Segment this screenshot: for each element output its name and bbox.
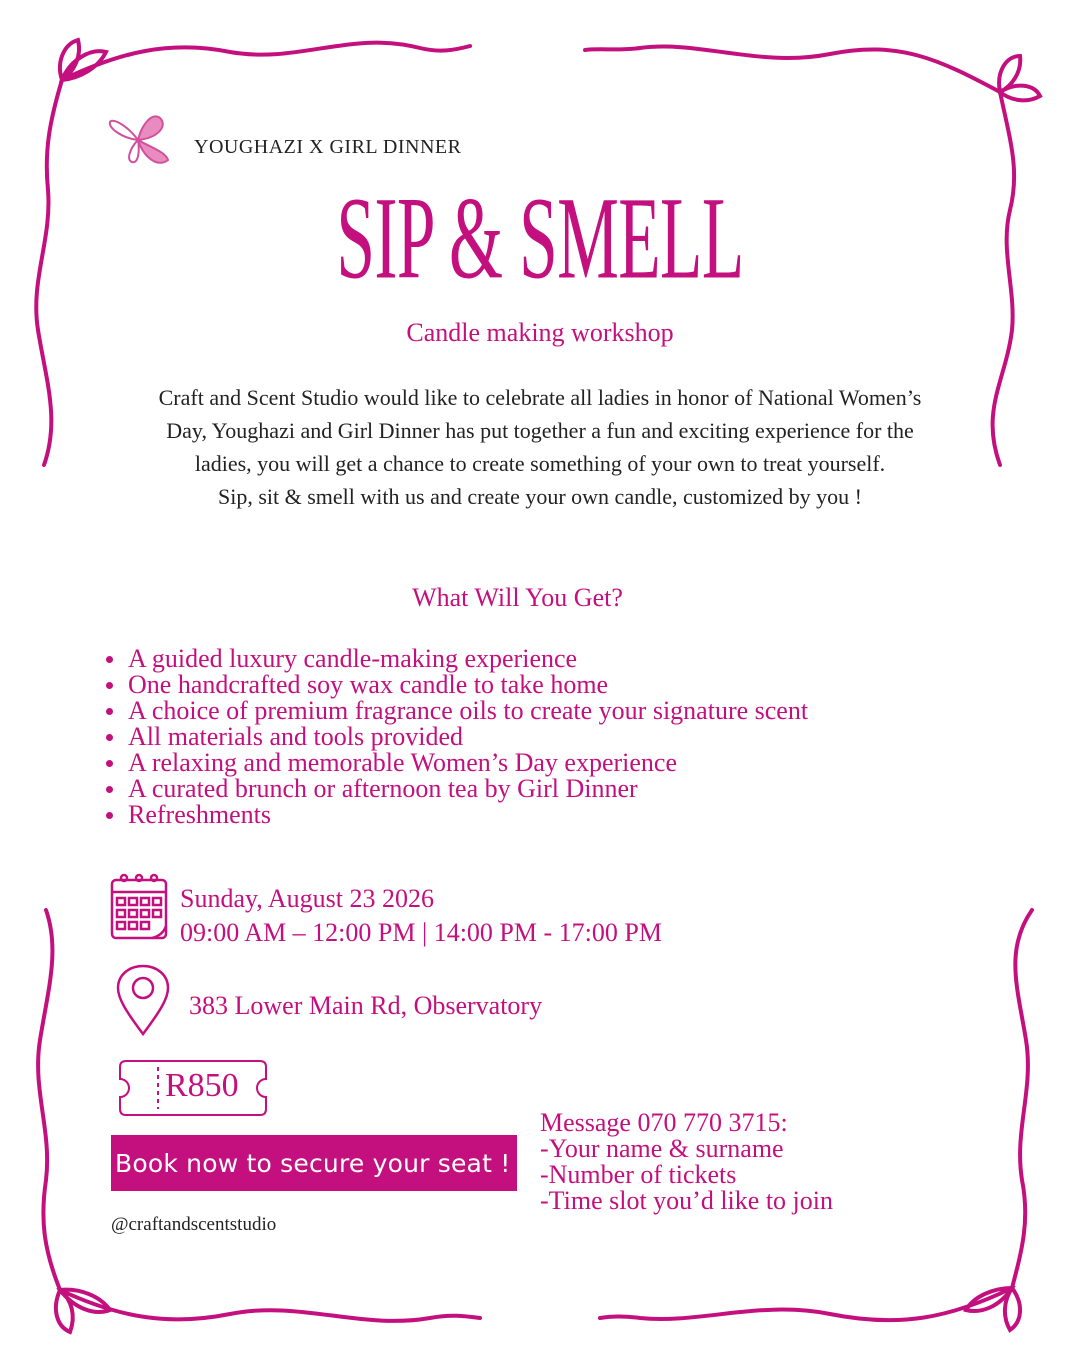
event-date: Sunday, August 23 2026 [180, 884, 434, 913]
list-item: A curated brunch or afternoon tea by Girl Dinner [100, 776, 808, 802]
page-title: SIP & SMELL [336, 173, 744, 304]
event-date-row [108, 870, 662, 950]
contact-line: Message 070 770 3715: [540, 1108, 788, 1137]
map-pin-icon [115, 964, 171, 1036]
list-item: All materials and tools provided [100, 724, 808, 750]
brand-header [108, 104, 461, 168]
benefits-heading: What Will You Get? [412, 583, 623, 612]
contact-line: -Time slot you’d like to join [540, 1186, 833, 1215]
intro-paragraph: Craft and Scent Studio would like to celebrate all ladies in honor of National Women’s Day, Youghazi and Girl Dinner has put together a fun and exciting experience for the ladies, you will get a chance to create something of your own to treat yourself. [158, 385, 922, 476]
butterfly-icon [108, 104, 172, 168]
event-location-row [115, 964, 542, 1036]
event-location: 383 Lower Main Rd, Observatory [189, 991, 543, 1020]
contact-instructions [540, 1110, 833, 1214]
list-item: Refreshments [100, 802, 808, 828]
event-times: 09:00 AM – 12:00 PM | 14:00 PM - 17:00 PM [180, 918, 662, 947]
intro-tagline: Sip, sit & smell with us and create your own candle, customized by you ! [218, 484, 862, 509]
list-item: One handcrafted soy wax candle to take home [100, 672, 808, 698]
brand-name: YOUGHAZI X GIRL DINNER [194, 135, 462, 158]
book-now-button[interactable]: Book now to secure your seat ! [111, 1135, 517, 1191]
social-handle: @craftandscentstudio [111, 1214, 277, 1235]
list-item: A choice of premium fragrance oils to create your signature scent [100, 698, 808, 724]
contact-line: -Number of tickets [540, 1160, 737, 1189]
calendar-icon [108, 870, 172, 942]
list-item: A relaxing and memorable Women’s Day experience [100, 750, 808, 776]
list-item: A guided luxury candle-making experience [100, 646, 808, 672]
ticket-price: R850 [165, 1067, 239, 1104]
intro-text [150, 381, 930, 513]
benefits-list [100, 646, 808, 828]
subtitle: Candle making workshop [406, 318, 674, 347]
contact-line: -Your name & surname [540, 1134, 784, 1163]
